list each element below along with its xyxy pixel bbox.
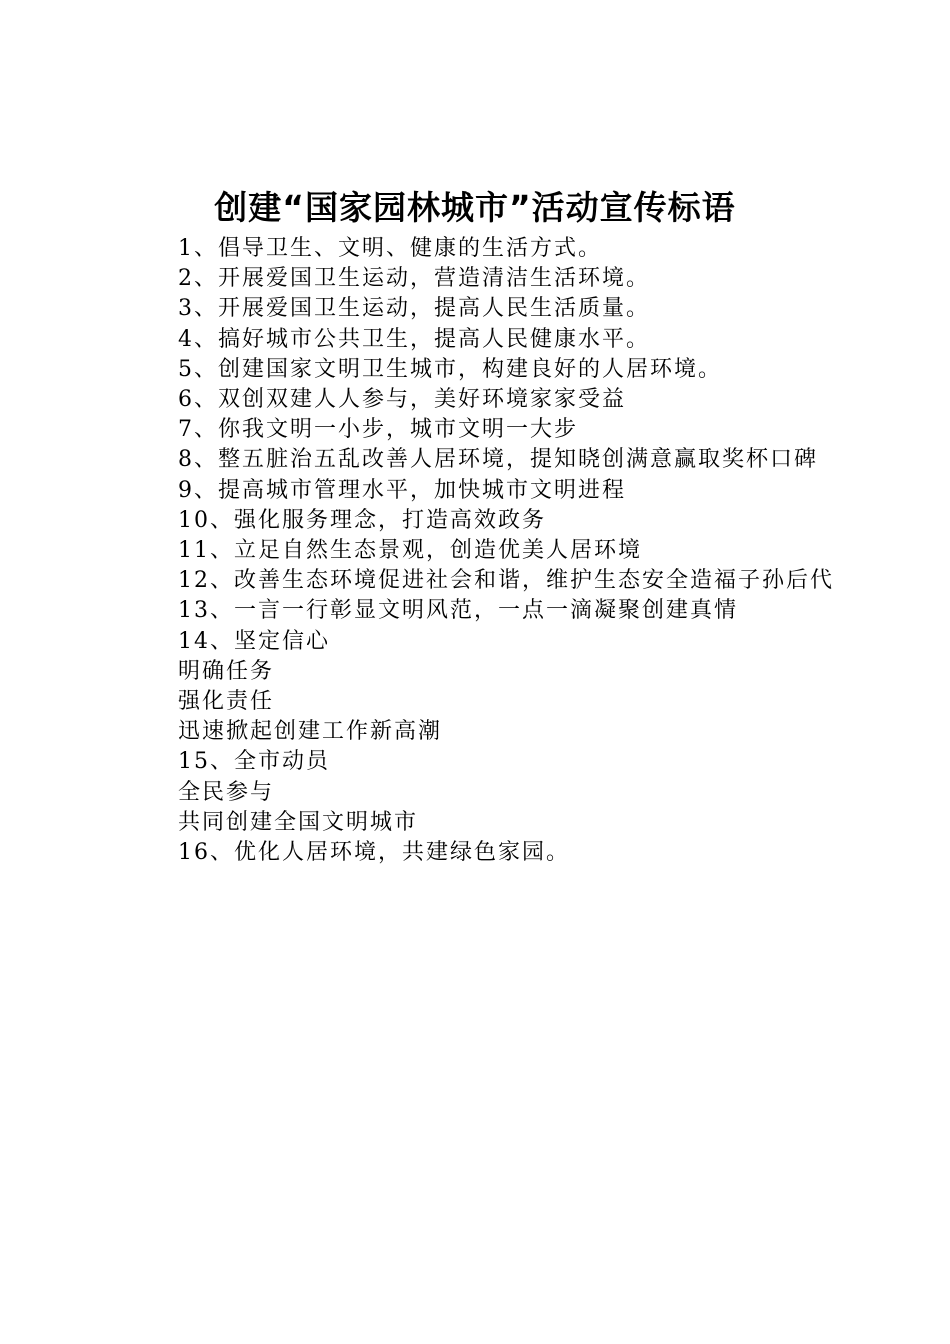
slogan-item: 6、双创双建人人参与，美好环境家家受益 <box>178 387 626 413</box>
slogan-item-continuation: 共同创建全国文明城市 <box>178 809 419 835</box>
slogan-item: 5、创建国家文明卫生城市，构建良好的人居环境。 <box>178 356 722 382</box>
slogan-item: 16、优化人居环境，共建绿色家园。 <box>178 840 570 866</box>
slogan-item: 14、坚定信心 <box>178 628 330 654</box>
slogan-item-continuation: 明确任务 <box>178 658 275 684</box>
slogan-item: 1、倡导卫生、文明、健康的生活方式。 <box>178 236 602 261</box>
slogan-item: 4、搞好城市公共卫生，提高人民健康水平。 <box>178 326 650 352</box>
slogan-item: 8、整五脏治五乱改善人居环境，提知晓创满意赢取奖杯口碑 <box>178 447 818 473</box>
slogan-item: 2、开展爱国卫生运动，营造清洁生活环境。 <box>178 266 650 292</box>
slogan-item: 15、全市动员 <box>178 749 330 775</box>
document-title: 创建“国家园林城市”活动宣传标语 <box>214 188 736 227</box>
slogan-item-continuation: 全民参与 <box>178 779 275 805</box>
slogan-item: 13、一言一行彰显文明风范，一点一滴凝聚创建真情 <box>178 598 738 624</box>
slogan-item: 11、立足自然生态景观，创造优美人居环境 <box>178 538 642 564</box>
slogan-list <box>130 234 835 868</box>
slogan-item-continuation: 强化责任 <box>178 689 275 715</box>
slogan-item: 7、你我文明一小步，城市文明一大步 <box>178 417 578 443</box>
slogan-item: 3、开展爱国卫生运动，提高人民生活质量。 <box>178 296 650 322</box>
slogan-item-continuation: 迅速掀起创建工作新高潮 <box>178 719 443 745</box>
slogan-item: 9、提高城市管理水平，加快城市文明进程 <box>178 477 626 503</box>
slogan-item: 10、强化服务理念，打造高效政务 <box>178 507 546 533</box>
slogan-item: 12、改善生态环境促进社会和谐，维护生态安全造福子孙后代 <box>178 568 834 594</box>
